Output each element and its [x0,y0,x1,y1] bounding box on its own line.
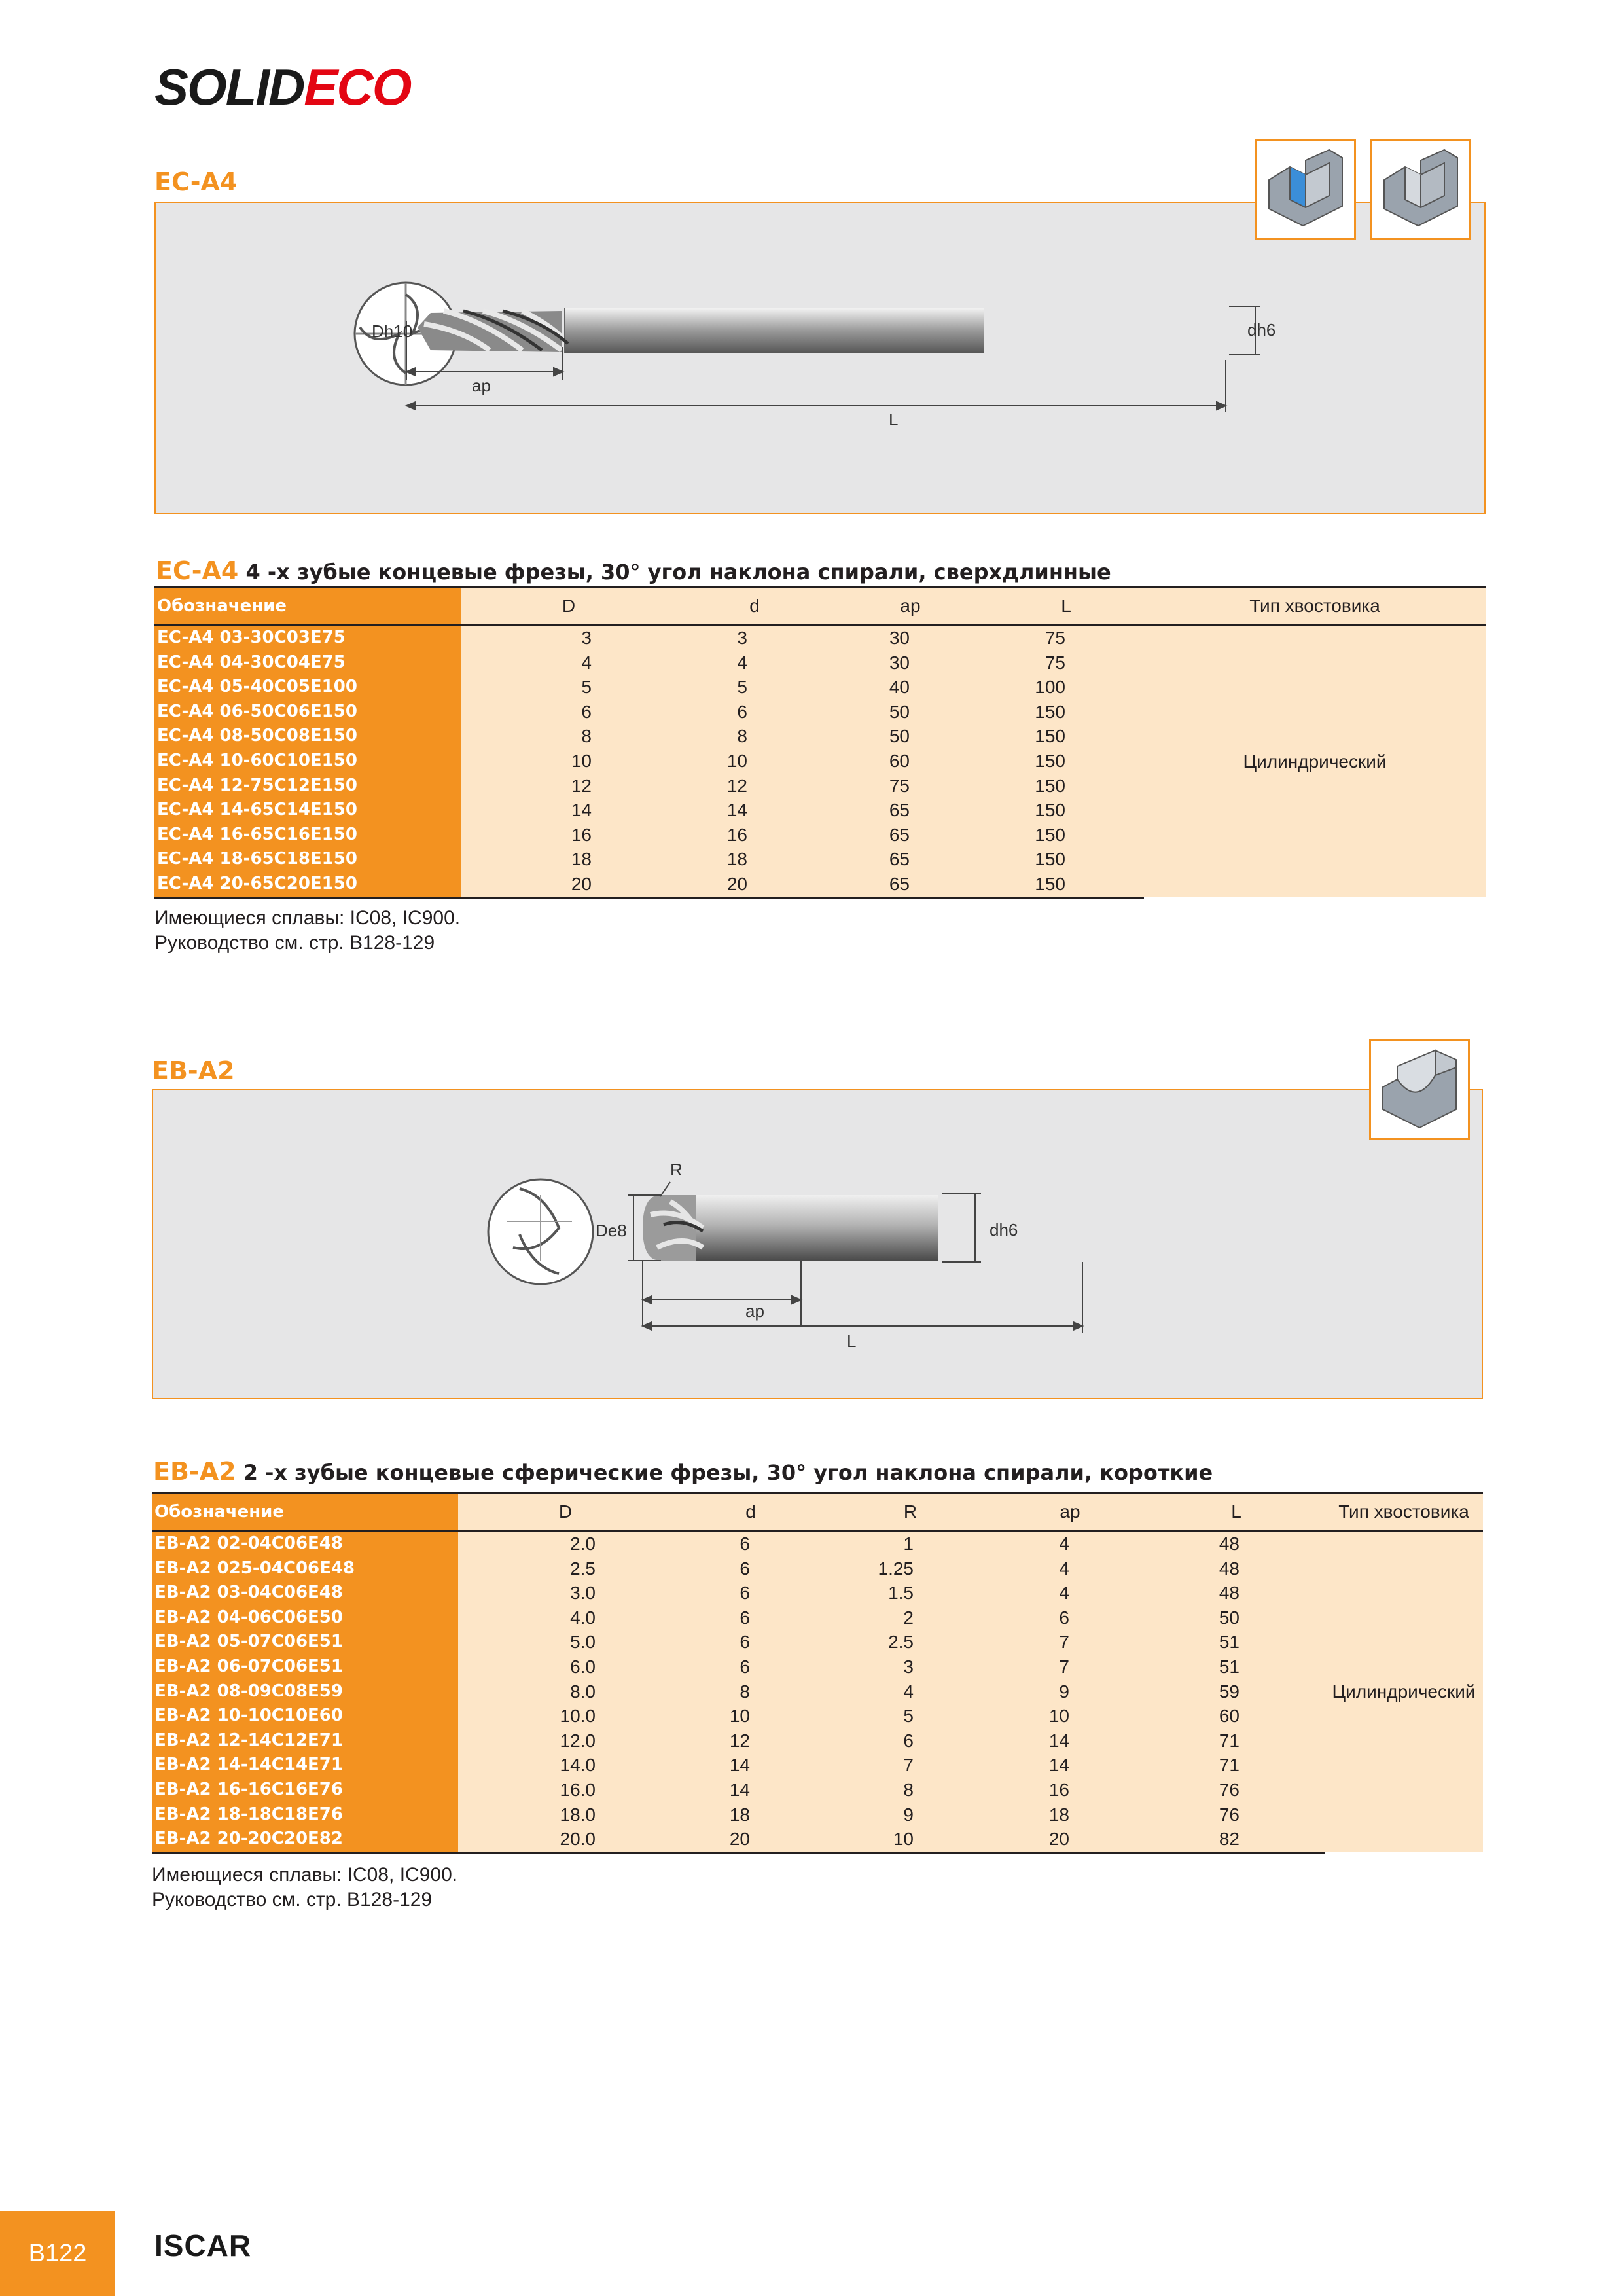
value-cell: 30 [832,625,988,651]
profile-milling-application-icon [1369,1039,1470,1140]
value-cell: 16 [677,823,832,848]
value-cell: 76 [1148,1803,1325,1827]
value-cell: 150 [988,823,1144,848]
table-title-eb-a2 [153,1457,1213,1486]
value-cell: 12 [673,1729,829,1753]
value-cell: 3 [461,625,677,651]
value-cell: 5.0 [458,1630,673,1655]
value-cell: 4 [677,651,832,675]
solideco-logo [154,58,410,117]
designation-cell: EB-A2 025-04C06E48 [152,1556,458,1581]
designation-cell: EC-A4 06-50C06E150 [154,700,461,725]
value-cell: 51 [1148,1630,1325,1655]
table-row [152,1827,1483,1852]
shank-type-cell: Цилиндрический [1325,1531,1483,1853]
guide-note: Руководство см. стр. B128-129 [154,932,435,954]
table-header-row [152,1494,1483,1531]
value-cell: 9 [829,1803,992,1827]
designation-cell: EB-A2 12-14C12E71 [152,1729,458,1753]
value-cell: 100 [988,675,1144,700]
col-header-D: D [461,588,677,625]
value-cell: 30 [832,651,988,675]
designation-cell: EB-A2 03-04C06E48 [152,1581,458,1605]
dim-dh10-label: Dh10 [372,321,413,341]
value-cell: 10.0 [458,1704,673,1729]
value-cell: 4.0 [458,1605,673,1630]
designation-cell: EC-A4 20-65C20E150 [154,872,461,897]
value-cell: 5 [461,675,677,700]
designation-cell: EB-A2 05-07C06E51 [152,1630,458,1655]
value-cell: 4 [992,1581,1148,1605]
end-view-icon [488,1179,593,1284]
col-header-shank-type: Тип хвостовика [1144,588,1486,625]
col-header-d: d [677,588,832,625]
spec-table-eb-a2 [152,1492,1483,1854]
designation-cell: EC-A4 16-65C16E150 [154,823,461,848]
value-cell: 4 [461,651,677,675]
value-cell: 75 [988,625,1144,651]
col-header-designation: Обозначение [152,1494,458,1531]
value-cell: 1 [829,1531,992,1556]
value-cell: 65 [832,823,988,848]
end-mill-drawing-eb-a2 [153,1090,1482,1398]
designation-cell: EC-A4 10-60C10E150 [154,749,461,774]
value-cell: 150 [988,774,1144,798]
pocketing-application-icon [1370,139,1471,240]
col-header-ap: ap [832,588,988,625]
value-cell: 20 [673,1827,829,1852]
table-row [152,1605,1483,1630]
value-cell: 8 [461,724,677,749]
value-cell: 6 [461,700,677,725]
table-row [152,1581,1483,1605]
designation-cell: EB-A2 20-20C20E82 [152,1827,458,1852]
logo-part-eco: ECO [304,58,411,116]
figure-panel-ec-a4 [154,202,1486,514]
dim-ap-label: ap [472,376,491,395]
value-cell: 48 [1148,1556,1325,1581]
value-cell: 2.5 [458,1556,673,1581]
designation-cell: EC-A4 18-65C18E150 [154,847,461,872]
guide-note: Руководство см. стр. B128-129 [152,1889,433,1910]
value-cell: 71 [1148,1753,1325,1778]
spec-table-ec-a4 [154,586,1486,899]
table-code: EB-A2 [153,1457,236,1486]
value-cell: 20.0 [458,1827,673,1852]
value-cell: 20 [992,1827,1148,1852]
value-cell: 4 [992,1556,1148,1581]
value-cell: 2.0 [458,1531,673,1556]
col-header-R: R [829,1494,992,1531]
value-cell: 20 [677,872,832,897]
value-cell: 12.0 [458,1729,673,1753]
end-mill-drawing-ec-a4 [156,203,1484,513]
value-cell: 5 [677,675,832,700]
designation-cell: EB-A2 18-18C18E76 [152,1803,458,1827]
value-cell: 20 [461,872,677,897]
value-cell: 3 [677,625,832,651]
dim-dh6-label: dh6 [990,1220,1018,1240]
table-title-ec-a4 [156,556,1111,585]
value-cell: 8.0 [458,1679,673,1704]
dim-dh6-label: dh6 [1247,320,1276,340]
value-cell: 51 [1148,1655,1325,1679]
designation-cell: EB-A2 08-09C08E59 [152,1679,458,1704]
designation-cell: EB-A2 02-04C06E48 [152,1531,458,1556]
value-cell: 18 [461,847,677,872]
value-cell: 10 [677,749,832,774]
table-row [152,1778,1483,1803]
value-cell: 14 [673,1778,829,1803]
page-number-tab: B122 [0,2211,115,2296]
dim-l-label: L [847,1331,857,1351]
value-cell: 5 [829,1704,992,1729]
value-cell: 48 [1148,1531,1325,1556]
value-cell: 71 [1148,1729,1325,1753]
value-cell: 7 [829,1753,992,1778]
col-header-d: d [673,1494,829,1531]
value-cell: 6 [829,1729,992,1753]
value-cell: 14 [677,798,832,823]
designation-cell: EC-A4 03-30C03E75 [154,625,461,651]
dim-l-label: L [889,410,899,429]
value-cell: 6 [673,1605,829,1630]
table-description: 4 -х зубые концевые фрезы, 30° угол наклона спирали, сверхдлинные [245,560,1111,584]
value-cell: 7 [992,1630,1148,1655]
col-header-shank-type: Тип хвостовика [1325,1494,1483,1531]
value-cell: 76 [1148,1778,1325,1803]
value-cell: 18.0 [458,1803,673,1827]
value-cell: 6 [673,1531,829,1556]
value-cell: 6.0 [458,1655,673,1679]
value-cell: 1.5 [829,1581,992,1605]
value-cell: 150 [988,749,1144,774]
value-cell: 6 [673,1556,829,1581]
value-cell: 6 [673,1581,829,1605]
value-cell: 150 [988,872,1144,897]
value-cell: 50 [1148,1605,1325,1630]
col-header-ap: ap [992,1494,1148,1531]
value-cell: 150 [988,700,1144,725]
dim-de8-label: De8 [596,1221,627,1240]
designation-cell: EB-A2 04-06C06E50 [152,1605,458,1630]
designation-cell: EB-A2 16-16C16E76 [152,1778,458,1803]
value-cell: 8 [829,1778,992,1803]
value-cell: 8 [673,1679,829,1704]
flutes-icon [418,311,568,352]
value-cell: 14 [992,1729,1148,1753]
value-cell: 16 [461,823,677,848]
alloy-note: Имеющиеся сплавы: IC08, IC900. [154,907,461,929]
table-row [152,1679,1483,1704]
value-cell: 150 [988,798,1144,823]
shank-type-cell: Цилиндрический [1144,625,1486,898]
value-cell: 6 [992,1605,1148,1630]
col-header-D: D [458,1494,673,1531]
slotting-application-icon [1255,139,1356,240]
value-cell: 150 [988,724,1144,749]
designation-cell: EC-A4 05-40C05E100 [154,675,461,700]
col-header-L: L [1148,1494,1325,1531]
table-row [152,1630,1483,1655]
value-cell: 75 [832,774,988,798]
table-row [152,1655,1483,1679]
value-cell: 2.5 [829,1630,992,1655]
designation-cell: EC-A4 12-75C12E150 [154,774,461,798]
value-cell: 14 [992,1753,1148,1778]
value-cell: 10 [461,749,677,774]
value-cell: 9 [992,1679,1148,1704]
value-cell: 16.0 [458,1778,673,1803]
value-cell: 8 [677,724,832,749]
iscar-brand: ISCAR [154,2229,252,2263]
value-cell: 18 [992,1803,1148,1827]
table-code: EC-A4 [156,556,239,585]
value-cell: 14 [461,798,677,823]
table-row [152,1753,1483,1778]
alloy-note: Имеющиеся сплавы: IC08, IC900. [152,1864,458,1886]
table-row [152,1803,1483,1827]
designation-cell: EC-A4 14-65C14E150 [154,798,461,823]
table-row [154,625,1486,651]
table-row [152,1531,1483,1556]
value-cell: 10 [992,1704,1148,1729]
value-cell: 82 [1148,1827,1325,1852]
value-cell: 12 [461,774,677,798]
value-cell: 3.0 [458,1581,673,1605]
value-cell: 4 [992,1531,1148,1556]
designation-cell: EC-A4 04-30C04E75 [154,651,461,675]
value-cell: 16 [992,1778,1148,1803]
section-header-ec-a4: EC-A4 [154,168,238,196]
value-cell: 14.0 [458,1753,673,1778]
value-cell: 60 [832,749,988,774]
table-row [152,1556,1483,1581]
designation-cell: EB-A2 06-07C06E51 [152,1655,458,1679]
value-cell: 150 [988,847,1144,872]
value-cell: 7 [992,1655,1148,1679]
value-cell: 50 [832,700,988,725]
section-header-eb-a2: EB-A2 [152,1056,235,1085]
value-cell: 2 [829,1605,992,1630]
table-header-row [154,588,1486,625]
figure-panel-eb-a2 [152,1089,1483,1399]
value-cell: 10 [829,1827,992,1852]
value-cell: 40 [832,675,988,700]
value-cell: 65 [832,798,988,823]
value-cell: 60 [1148,1704,1325,1729]
table-row [152,1704,1483,1729]
designation-cell: EC-A4 08-50C08E150 [154,724,461,749]
value-cell: 4 [829,1679,992,1704]
value-cell: 12 [677,774,832,798]
dim-ap-label: ap [745,1301,764,1321]
value-cell: 3 [829,1655,992,1679]
value-cell: 14 [673,1753,829,1778]
col-header-L: L [988,588,1144,625]
value-cell: 18 [673,1803,829,1827]
logo-part-solid: SOLID [154,58,304,116]
value-cell: 6 [673,1655,829,1679]
value-cell: 6 [673,1630,829,1655]
value-cell: 48 [1148,1581,1325,1605]
table-row [152,1729,1483,1753]
dim-r-label: R [670,1160,683,1179]
designation-cell: EB-A2 14-14C14E71 [152,1753,458,1778]
value-cell: 65 [832,847,988,872]
value-cell: 59 [1148,1679,1325,1704]
value-cell: 1.25 [829,1556,992,1581]
value-cell: 75 [988,651,1144,675]
table-description: 2 -х зубые концевые сферические фрезы, 30° угол наклона спирали, короткие [243,1460,1213,1485]
col-header-designation: Обозначение [154,588,461,625]
value-cell: 65 [832,872,988,897]
designation-cell: EB-A2 10-10C10E60 [152,1704,458,1729]
value-cell: 10 [673,1704,829,1729]
value-cell: 50 [832,724,988,749]
value-cell: 6 [677,700,832,725]
value-cell: 18 [677,847,832,872]
